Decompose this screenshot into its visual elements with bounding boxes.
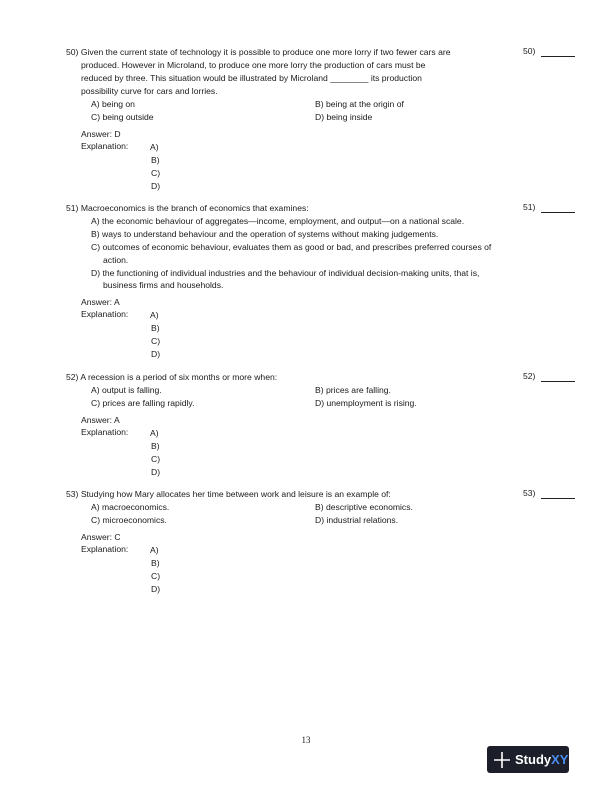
question-number: 52) [66,372,79,382]
stem-line: Given the current state of technology it is possible to produce one more lorry if two fewer cars are [80,47,451,57]
explanation-d: D) [151,349,161,360]
option-d: D) unemployment is rising. [315,397,417,408]
answer-blank[interactable] [541,212,575,213]
explanation-a: A) [150,310,159,321]
logo-text: Study [515,752,552,767]
answer-blank[interactable] [541,381,575,382]
stem-line: reduced by three. This situation would be illustrated by Microland ________ its production [81,72,422,83]
option-b: B) ways to understand behaviour and the operation of systems without making judgements. [91,228,439,239]
options [91,215,606,292]
option-b: B) descriptive economics. [315,501,413,512]
option-a: A) macroeconomics. [91,501,170,512]
options [91,384,606,410]
explanation [81,309,606,361]
answer: Answer: C [81,531,121,542]
answer-slot-number: 51) [523,202,536,212]
question-stem [66,371,496,384]
explanation-c: C) [151,570,161,581]
option-a: A) output is falling. [91,384,162,395]
answer-blank[interactable] [541,56,575,57]
explanation-b: B) [151,154,160,165]
explanation-b: B) [151,440,160,451]
sparkle-plus-icon [493,751,511,769]
question-51 [66,202,606,361]
option-a: A) being on [91,98,135,109]
answer-slot-number: 50) [523,46,536,56]
question-number: 53) [66,489,79,499]
logo-text-accent: XY [551,752,569,767]
answer-slot-number: 53) [523,488,536,498]
explanation-a: A) [150,544,159,555]
option-c: C) prices are falling rapidly. [91,397,195,408]
option-c: C) being outside [91,111,154,122]
option-d: D) the functioning of individual industries and the behaviour of individual decision-making units, that is, business firms and households. [91,267,480,291]
explanation-label: Explanation: [81,140,129,151]
option-b: B) prices are falling. [315,384,391,395]
answer-slot-number: 52) [523,371,536,381]
question-stem [66,488,496,501]
question-53 [66,488,606,596]
question-50 [66,46,606,193]
explanation-c: C) [151,336,161,347]
explanation-label: Explanation: [81,309,129,320]
explanation [81,544,606,596]
explanation-b: B) [151,323,160,334]
question-number: 50) [66,47,79,57]
stem-line: possibility curve for cars and lorries. [81,85,218,96]
option-c: C) microeconomics. [91,514,167,525]
options [91,501,606,527]
page-number: 13 [301,735,311,745]
stem-text: Studying how Mary allocates her time between work and leisure is an example of: [80,489,391,499]
answer-blank[interactable] [541,498,575,499]
stem-text: Macroeconomics is the branch of economics that examines: [80,203,309,213]
answer: Answer: D [81,128,121,139]
explanation [81,141,606,193]
option-a: A) the economic behaviour of aggregates—income, employment, and output—on a national scale. [91,215,465,226]
option-b: B) being at the origin of [315,98,404,109]
answer: Answer: A [81,414,120,425]
question-number: 51) [66,203,79,213]
question-52 [66,371,606,479]
explanation-b: B) [151,557,160,568]
explanation-label: Explanation: [81,426,129,437]
studyxy-logo[interactable] [487,746,569,773]
explanation-a: A) [150,141,159,152]
explanation-label: Explanation: [81,543,129,554]
stem-line: produced. However in Microland, to produce one more lorry the production of cars must be [81,59,426,70]
explanation-a: A) [150,427,159,438]
question-stem [66,46,496,98]
explanation-c: C) [151,167,161,178]
explanation-c: C) [151,453,161,464]
question-stem [66,202,496,215]
stem-text: A recession is a period of six months or more when: [80,372,278,382]
options [91,98,606,124]
explanation-d: D) [151,583,161,594]
option-d: D) being inside [315,111,373,122]
explanation [81,427,606,479]
option-c: C) outcomes of economic behaviour, evaluates them as good or bad, and prescribes preferred courses of action. [91,241,492,265]
option-d: D) industrial relations. [315,514,399,525]
explanation-d: D) [151,466,161,477]
explanation-d: D) [151,180,161,191]
answer: Answer: A [81,297,120,308]
